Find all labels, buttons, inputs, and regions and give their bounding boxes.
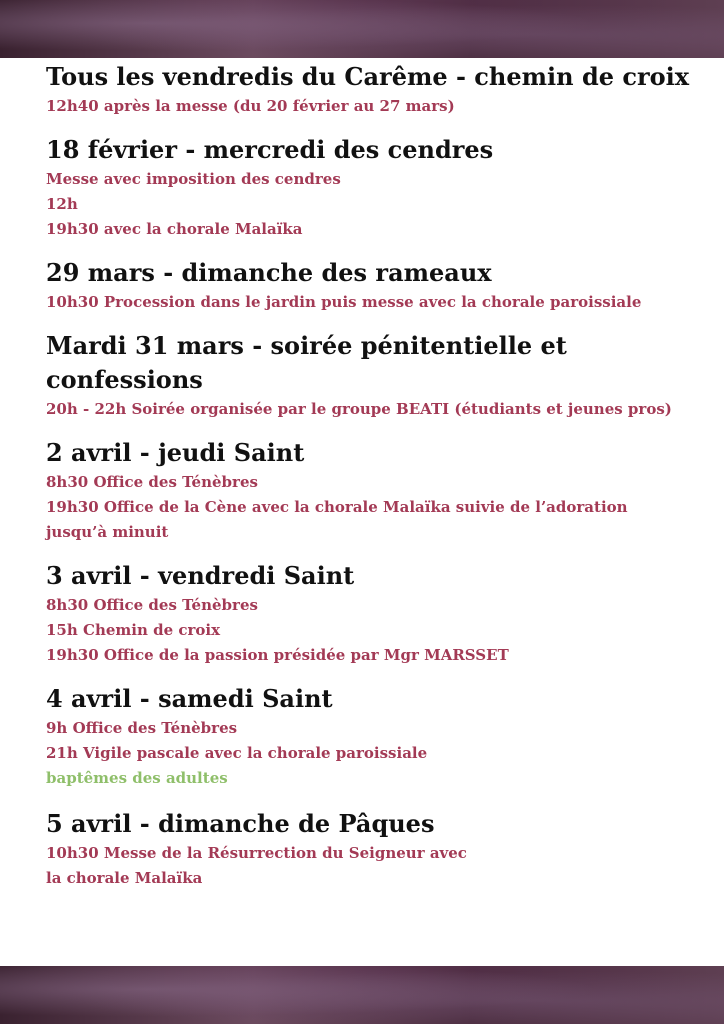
event-highlight: baptêmes des adultes xyxy=(46,769,228,787)
event-detail: 9h Office des Ténèbres xyxy=(46,719,238,737)
event-title: Tous les vendredis du Carême - chemin de croix xyxy=(46,62,690,91)
event-list xyxy=(46,58,696,891)
event-detail: 8h30 Office des Ténèbres xyxy=(46,473,258,491)
event-penitentielle xyxy=(46,329,696,422)
event-detail: 12h xyxy=(46,195,78,213)
event-detail: jusqu’à minuit xyxy=(46,523,169,541)
event-rameaux xyxy=(46,256,696,315)
event-vendredi-saint xyxy=(46,559,696,668)
event-title: Mardi 31 mars - soirée pénitentielle et xyxy=(46,331,567,360)
event-title-continued: confessions xyxy=(46,365,203,394)
event-detail: 10h30 Messe de la Résurrection du Seigneur avec xyxy=(46,844,467,862)
event-detail: 19h30 Office de la Cène avec la chorale Malaïka suivie de l’adoration xyxy=(46,498,628,516)
event-title: 4 avril - samedi Saint xyxy=(46,684,333,713)
event-jeudi-saint xyxy=(46,436,696,545)
event-detail: Messe avec imposition des cendres xyxy=(46,170,341,188)
decorative-bottom-band xyxy=(0,966,724,1024)
event-detail: 12h40 après la messe (du 20 février au 27 mars) xyxy=(46,97,455,115)
event-title: 29 mars - dimanche des rameaux xyxy=(46,258,492,287)
event-title: 2 avril - jeudi Saint xyxy=(46,438,305,467)
event-detail: 19h30 Office de la passion présidée par Mgr MARSSET xyxy=(46,646,509,664)
event-detail: 19h30 avec la chorale Malaïka xyxy=(46,220,303,238)
event-paques xyxy=(46,807,696,891)
event-careme xyxy=(46,60,696,119)
event-title: 18 février - mercredi des cendres xyxy=(46,135,494,164)
event-detail: 10h30 Procession dans le jardin puis messe avec la chorale paroissiale xyxy=(46,293,642,311)
event-title: 5 avril - dimanche de Pâques xyxy=(46,809,435,838)
event-title: 3 avril - vendredi Saint xyxy=(46,561,355,590)
event-detail: 21h Vigile pascale avec la chorale paroissiale xyxy=(46,744,428,762)
event-samedi-saint xyxy=(46,682,696,791)
event-detail: 15h Chemin de croix xyxy=(46,621,221,639)
event-detail: la chorale Malaïka xyxy=(46,869,203,887)
event-detail: 20h - 22h Soirée organisée par le groupe BEATI (étudiants et jeunes pros) xyxy=(46,400,672,418)
decorative-top-band xyxy=(0,0,724,58)
event-detail: 8h30 Office des Ténèbres xyxy=(46,596,258,614)
event-cendres xyxy=(46,133,696,242)
